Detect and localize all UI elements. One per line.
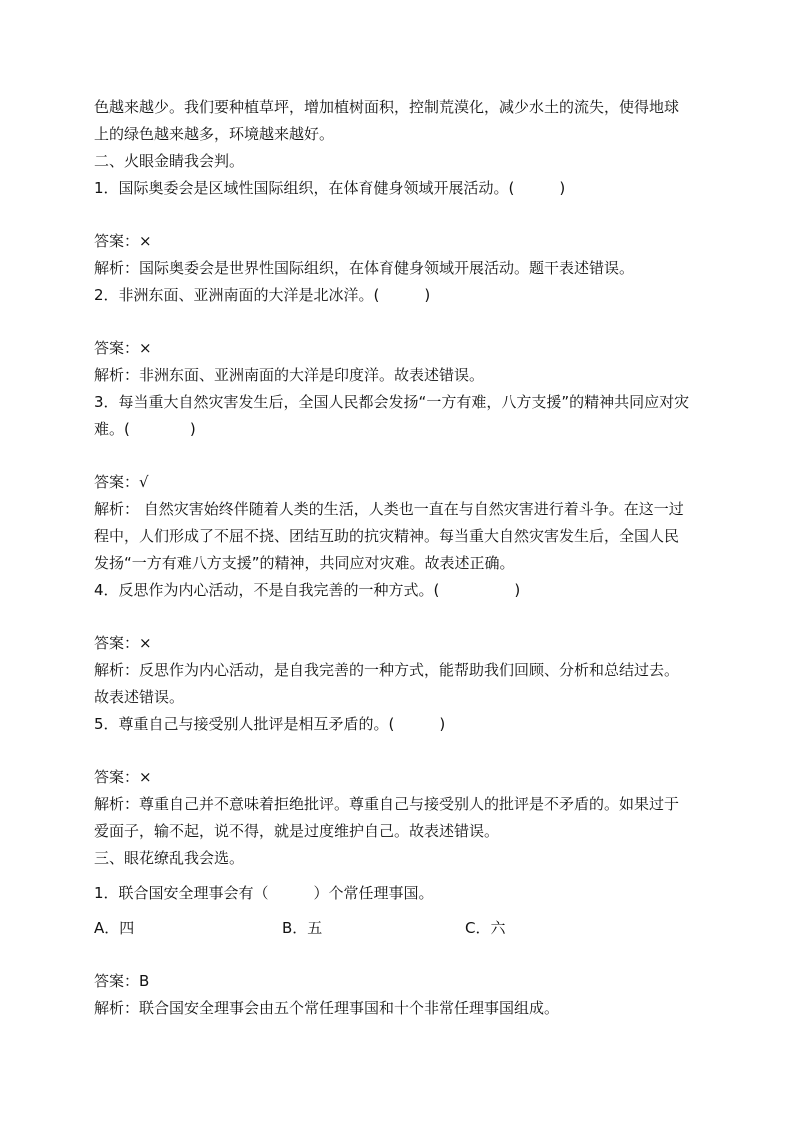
answer-space [94,202,722,228]
question-1: 1．国际奥委会是区域性国际组织，在体育健身领域开展活动。( ) [94,179,566,197]
mc-answer-1: 答案：B [94,972,150,990]
analysis-5: 解析：尊重自己并不意味着拒绝批评。尊重自己与接受别人的批评是不矛盾的。如果过于 [94,795,680,813]
answer-space [94,443,722,469]
analysis-5-cont: 爱面子，输不起，说不得，就是过度维护自己。故表述错误。 [94,822,500,840]
answer-1: 答案：× [94,232,152,250]
section-heading-multiple-choice: 三、眼花缭乱我会选。 [94,849,245,867]
option-b: B．五 [282,919,323,937]
option-c: C．六 [465,919,506,937]
analysis-1: 解析：国际奥委会是世界性国际组织，在体育健身领域开展活动。题干表述错误。 [94,259,635,277]
answer-3: 答案：√ [94,473,149,491]
analysis-4: 解析：反思作为内心活动，是自我完善的一种方式，能帮助我们回顾、分析和总结过去。 [94,661,680,679]
answer-4: 答案：× [94,634,152,652]
answer-space [94,309,722,335]
question-5: 5．尊重自己与接受别人批评是相互矛盾的。( ) [94,715,446,733]
answer-space [94,942,722,968]
document-page [94,94,722,1022]
analysis-3: 解析： 自然灾害始终伴随着人类的生活，人类也一直在与自然灾害进行着斗争。在这一过 [94,500,684,518]
question-4: 4．反思作为内心活动，不是自我完善的一种方式。( ) [94,581,521,599]
mc-options [94,915,722,942]
answer-5: 答案：× [94,768,152,786]
analysis-3-cont: 发扬“一方有难八方支援”的精神，共同应对灾难。故表述正确。 [94,554,515,572]
mc-question-1: 1．联合国安全理事会有（ ）个常任理事国。 [94,884,434,902]
answer-2: 答案：× [94,339,152,357]
question-3: 3．每当重大自然灾害发生后，全国人民都会发扬“一方有难，八方支援”的精神共同应对灾 [94,393,690,411]
question-2: 2．非洲东面、亚洲南面的大洋是北冰洋。( ) [94,286,431,304]
question-3-cont: 难。( ) [94,420,196,438]
option-a: A．四 [94,919,135,937]
intro-line: 上的绿色越来越多，环境越来越好。 [94,125,335,143]
analysis-3-cont: 程中，人们形成了不屈不挠、团结互助的抗灾精神。每当重大自然灾害发生后，全国人民 [94,527,680,545]
mc-analysis-1: 解析：联合国安全理事会由五个常任理事国和十个非常任理事国组成。 [94,999,560,1017]
analysis-2: 解析：非洲东面、亚洲南面的大洋是印度洋。故表述错误。 [94,366,485,384]
analysis-4-cont: 故表述错误。 [94,688,185,706]
section-heading-true-false: 二、火眼金睛我会判。 [94,152,245,170]
answer-space [94,604,722,630]
answer-space [94,738,722,764]
intro-line: 色越来越少。我们要种植草坪，增加植树面积，控制荒漠化，减少水土的流失，使得地球 [94,98,680,116]
